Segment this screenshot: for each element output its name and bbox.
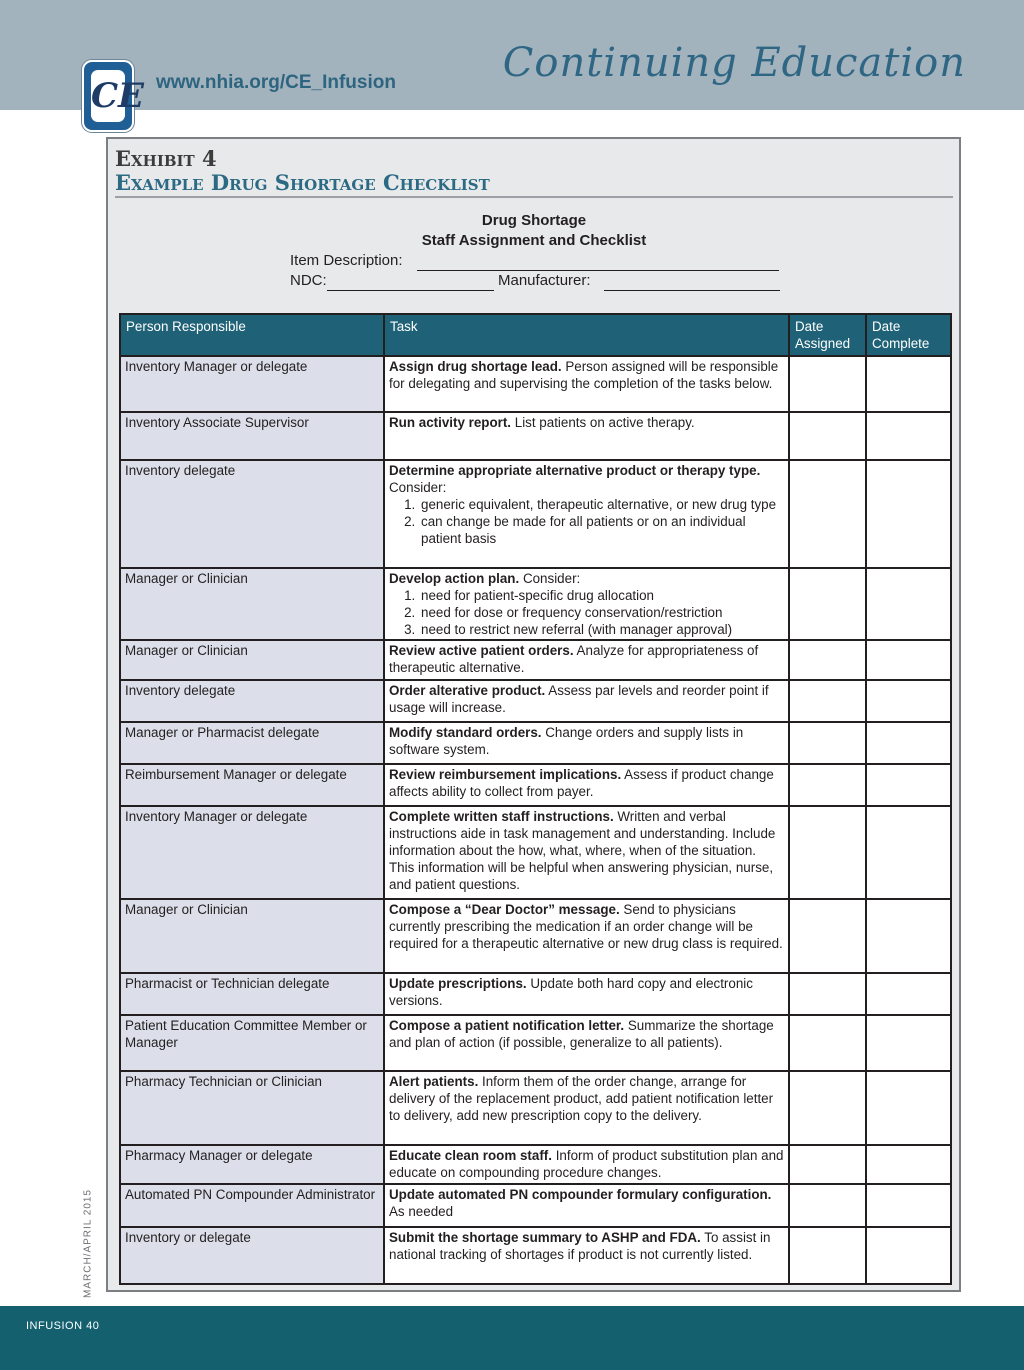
col-header-task: Task — [384, 314, 789, 356]
person-cell: Pharmacist or Technician delegate — [120, 973, 384, 1015]
list-item: 1. generic equivalent, therapeutic alternative, or new drug type — [419, 496, 784, 513]
person-cell: Inventory delegate — [120, 680, 384, 722]
list-item: 2. can change be made for all patients or on an individual patient basis — [419, 513, 784, 547]
date-complete-cell[interactable] — [866, 722, 951, 764]
person-cell: Inventory delegate — [120, 460, 384, 568]
task-title: Complete written staff instructions. — [389, 809, 614, 824]
task-cell — [384, 1145, 789, 1184]
table-row — [120, 806, 951, 899]
table-row — [120, 680, 951, 722]
task-title: Modify standard orders. — [389, 725, 542, 740]
table-row — [120, 1227, 951, 1284]
date-complete-cell[interactable] — [866, 1145, 951, 1184]
date-assigned-cell[interactable] — [789, 1145, 866, 1184]
ce-logo — [82, 60, 144, 132]
person-cell: Inventory Associate Supervisor — [120, 412, 384, 460]
table-header-row — [120, 314, 951, 356]
person-cell: Inventory or delegate — [120, 1227, 384, 1284]
task-description: Summarize the shortage and plan of action (if possible, generalize to all patients). — [389, 1018, 774, 1050]
date-assigned-cell[interactable] — [789, 640, 866, 680]
list-item: 3. need to restrict new referral (with manager approval) — [419, 621, 784, 638]
table-row — [120, 973, 951, 1015]
form-heading-1: Drug Shortage — [481, 212, 587, 229]
task-title: Review active patient orders. — [389, 643, 574, 658]
header-title: Continuing Education — [502, 40, 966, 86]
task-title: Compose a patient notification letter. — [389, 1018, 625, 1033]
task-cell — [384, 806, 789, 899]
footer-bar — [0, 1306, 1024, 1370]
task-title: Educate clean room staff. — [389, 1148, 552, 1163]
date-assigned-cell[interactable] — [789, 568, 866, 640]
date-complete-cell[interactable] — [866, 806, 951, 899]
date-assigned-cell[interactable] — [789, 1227, 866, 1284]
header-url[interactable]: www.nhia.org/CE_Infusion — [156, 72, 396, 93]
task-title: Assign drug shortage lead. — [389, 359, 562, 374]
task-title: Alert patients. — [389, 1074, 479, 1089]
task-description: Change orders and supply lists in software system. — [389, 725, 744, 757]
person-cell: Manager or Clinician — [120, 899, 384, 973]
table-row — [120, 640, 951, 680]
task-description: Inform of product substitution plan and educate on compounding procedure changes. — [389, 1148, 784, 1180]
table-row — [120, 899, 951, 973]
checklist-table — [119, 313, 952, 1285]
date-assigned-cell[interactable] — [789, 412, 866, 460]
task-description: Inform them of the order change, arrange for delivery of the replacement product, add patient notification letter to delivery, add new prescription copy to the delivery. — [389, 1074, 774, 1123]
task-title: Submit the shortage summary to ASHP and FDA. — [389, 1230, 701, 1245]
table-row — [120, 1184, 951, 1227]
date-assigned-cell[interactable] — [789, 680, 866, 722]
task-description: Update both hard copy and electronic versions. — [389, 976, 753, 1008]
page-label: INFUSION 40 — [26, 1320, 100, 1332]
item-description-line — [417, 270, 779, 271]
list-item: 1. need for patient-specific drug allocation — [419, 587, 784, 604]
task-title: Develop action plan. — [389, 571, 520, 586]
table-row — [120, 356, 951, 412]
task-cell — [384, 722, 789, 764]
title-divider — [115, 196, 953, 198]
task-description: Consider: — [519, 571, 581, 586]
col-header-date-assigned: Date Assigned — [789, 314, 866, 356]
task-cell — [384, 973, 789, 1015]
date-assigned-cell[interactable] — [789, 973, 866, 1015]
task-cell — [384, 680, 789, 722]
person-cell: Reimbursement Manager or delegate — [120, 764, 384, 806]
date-assigned-cell[interactable] — [789, 1184, 866, 1227]
task-description: Assess par levels and reorder point if usage will increase. — [389, 683, 769, 715]
table-row — [120, 412, 951, 460]
task-cell — [384, 460, 789, 568]
task-title: Determine appropriate alternative product or therapy type. — [389, 463, 761, 478]
manufacturer-line — [604, 290, 780, 291]
task-cell — [384, 1227, 789, 1284]
person-cell: Inventory Manager or delegate — [120, 356, 384, 412]
exhibit-label: Exhibit 4 — [115, 146, 217, 171]
person-cell: Inventory Manager or delegate — [120, 806, 384, 899]
ce-logo-mark: CE — [91, 70, 125, 122]
task-cell — [384, 1071, 789, 1145]
date-assigned-cell[interactable] — [789, 460, 866, 568]
date-complete-cell[interactable] — [866, 680, 951, 722]
manufacturer-label: Manufacturer: — [498, 272, 591, 289]
col-header-date-complete: Date Complete — [866, 314, 951, 356]
person-cell: Automated PN Compounder Administrator — [120, 1184, 384, 1227]
person-cell: Manager or Clinician — [120, 640, 384, 680]
date-assigned-cell[interactable] — [789, 764, 866, 806]
person-cell: Manager or Clinician — [120, 568, 384, 640]
person-cell: Manager or Pharmacist delegate — [120, 722, 384, 764]
table-row — [120, 764, 951, 806]
person-cell: Pharmacy Technician or Clinician — [120, 1071, 384, 1145]
date-assigned-cell[interactable] — [789, 1015, 866, 1071]
table-row — [120, 722, 951, 764]
person-cell: Pharmacy Manager or delegate — [120, 1145, 384, 1184]
task-description: List patients on active therapy. — [511, 415, 695, 430]
task-title: Run activity report. — [389, 415, 512, 430]
task-description: Person assigned will be responsible for delegating and supervising the completion of the tasks below. — [389, 359, 779, 391]
task-cell — [384, 764, 789, 806]
col-header-person: Person Responsible — [120, 314, 384, 356]
task-cell — [384, 412, 789, 460]
date-complete-cell[interactable] — [866, 1184, 951, 1227]
form-heading-2: Staff Assignment and Checklist — [421, 232, 647, 249]
task-title: Order alterative product. — [389, 683, 546, 698]
date-complete-cell[interactable] — [866, 460, 951, 568]
task-description: Assess if product change affects ability to collect from payer. — [389, 767, 774, 799]
date-assigned-cell[interactable] — [789, 899, 866, 973]
date-assigned-cell[interactable] — [789, 1071, 866, 1145]
task-cell — [384, 1015, 789, 1071]
item-description-label: Item Description: — [290, 252, 403, 269]
date-complete-cell[interactable] — [866, 899, 951, 973]
date-assigned-cell[interactable] — [789, 806, 866, 899]
task-consider-list — [389, 496, 784, 547]
task-description: Consider: — [389, 480, 447, 495]
table-row — [120, 460, 951, 568]
exhibit-title: Example Drug Shortage Checklist — [115, 170, 490, 195]
date-complete-cell[interactable] — [866, 764, 951, 806]
task-consider-list — [389, 587, 784, 638]
date-complete-cell[interactable] — [866, 356, 951, 412]
task-description: Written and verbal instructions aide in task management and understanding. Include information about the how, what, where, when of the situation. This information will be helpful when answering physician, nurse, and patient questions. — [389, 809, 776, 892]
date-assigned-cell[interactable] — [789, 356, 866, 412]
task-title: Update prescriptions. — [389, 976, 527, 991]
task-cell — [384, 640, 789, 680]
date-complete-cell[interactable] — [866, 1015, 951, 1071]
task-cell — [384, 1184, 789, 1227]
list-item: 2. need for dose or frequency conservation/restriction — [419, 604, 784, 621]
task-description: As needed — [389, 1204, 454, 1219]
task-cell — [384, 899, 789, 973]
task-title: Update automated PN compounder formulary configuration. — [389, 1187, 772, 1202]
person-cell: Patient Education Committee Member or Manager — [120, 1015, 384, 1071]
date-assigned-cell[interactable] — [789, 722, 866, 764]
task-description: Send to physicians currently prescribing the medication if an order change will be required for a therapeutic alternative or new drug class is required. — [389, 902, 783, 951]
task-cell — [384, 568, 789, 640]
date-complete-cell[interactable] — [866, 1227, 951, 1284]
issue-date: MARCH/APRIL 2015 — [82, 1189, 94, 1298]
date-complete-cell[interactable] — [866, 412, 951, 460]
task-cell — [384, 356, 789, 412]
date-complete-cell[interactable] — [866, 640, 951, 680]
ndc-line — [327, 290, 494, 291]
date-complete-cell[interactable] — [866, 568, 951, 640]
task-title: Compose a “Dear Doctor” message. — [389, 902, 620, 917]
ndc-label: NDC: — [290, 272, 327, 289]
table-row — [120, 568, 951, 640]
table-row — [120, 1071, 951, 1145]
task-title: Review reimbursement implications. — [389, 767, 622, 782]
table-row — [120, 1145, 951, 1184]
table-row — [120, 1015, 951, 1071]
task-description: Analyze for appropriateness of therapeutic alternative. — [389, 643, 759, 675]
task-description: To assist in national tracking of shortages if product is not currently listed. — [389, 1230, 771, 1262]
date-complete-cell[interactable] — [866, 973, 951, 1015]
date-complete-cell[interactable] — [866, 1071, 951, 1145]
